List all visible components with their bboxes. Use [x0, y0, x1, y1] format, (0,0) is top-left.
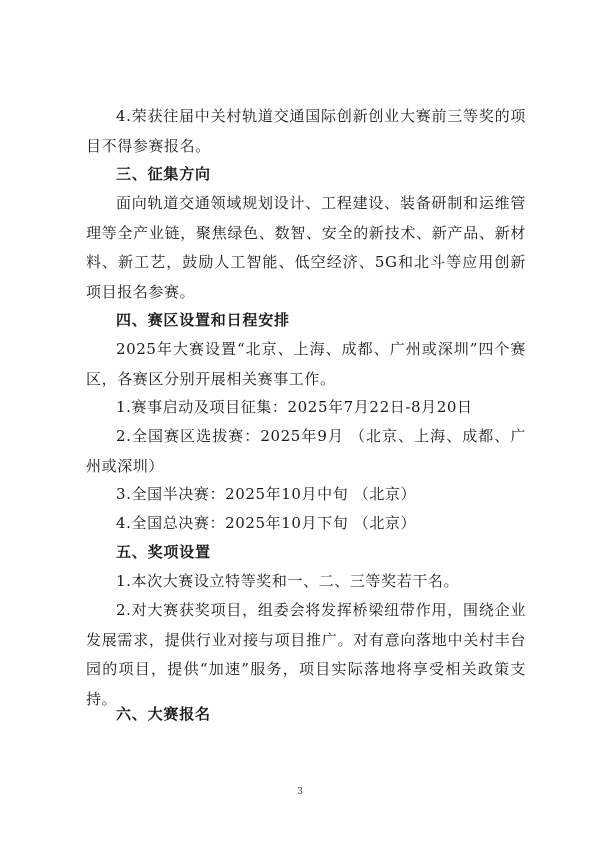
paragraph-collection-direction: 面向轨道交通领域规划设计、工程建设、装备研制和运维管理等全产业链，聚焦绿色、数智、安全的新技术、新产品、新材料、新工艺，鼓励人工智能、低空经济、5G和北斗等应用创新项目报名参赛。	[86, 194, 526, 301]
paragraph-award-support: 2.对大赛获奖项目，组委会将发挥桥梁纽带作用，围绕企业发展需求，提供行业对接与项目推广。对有意向落地中关村丰台园的项目，提供“加速”服务，项目实际落地将享受相关政策支持。	[86, 601, 526, 708]
schedule-item-regional: 2.全国赛区选拔赛：2025年9月 （北京、上海、成都、广州或深圳）	[86, 427, 526, 475]
schedule-item-final: 4.全国总决赛：2025年10月下旬 （北京）	[116, 514, 417, 532]
schedule-item-semifinal: 3.全国半决赛：2025年10月中旬 （北京）	[116, 485, 417, 503]
section-heading-collection-direction: 三、征集方向	[116, 165, 211, 183]
section-heading-divisions-schedule: 四、赛区设置和日程安排	[116, 311, 290, 329]
paragraph-ineligibility-rule: 4.荣获往届中关村轨道交通国际创新创业大赛前三等奖的项目不得参赛报名。	[86, 107, 526, 155]
section-heading-awards: 五、奖项设置	[116, 543, 211, 561]
page-number: 3	[297, 787, 303, 797]
paragraph-award-levels: 1.本次大赛设立特等奖和一、二、三等奖若干名。	[116, 572, 460, 590]
schedule-item-launch: 1.赛事启动及项目征集：2025年7月22日-8月20日	[116, 398, 473, 416]
section-heading-registration: 六、大赛报名	[116, 705, 211, 723]
paragraph-divisions: 2025年大赛设置“北京、上海、成都、广州或深圳”四个赛区，各赛区分别开展相关赛事工作。	[86, 340, 526, 388]
